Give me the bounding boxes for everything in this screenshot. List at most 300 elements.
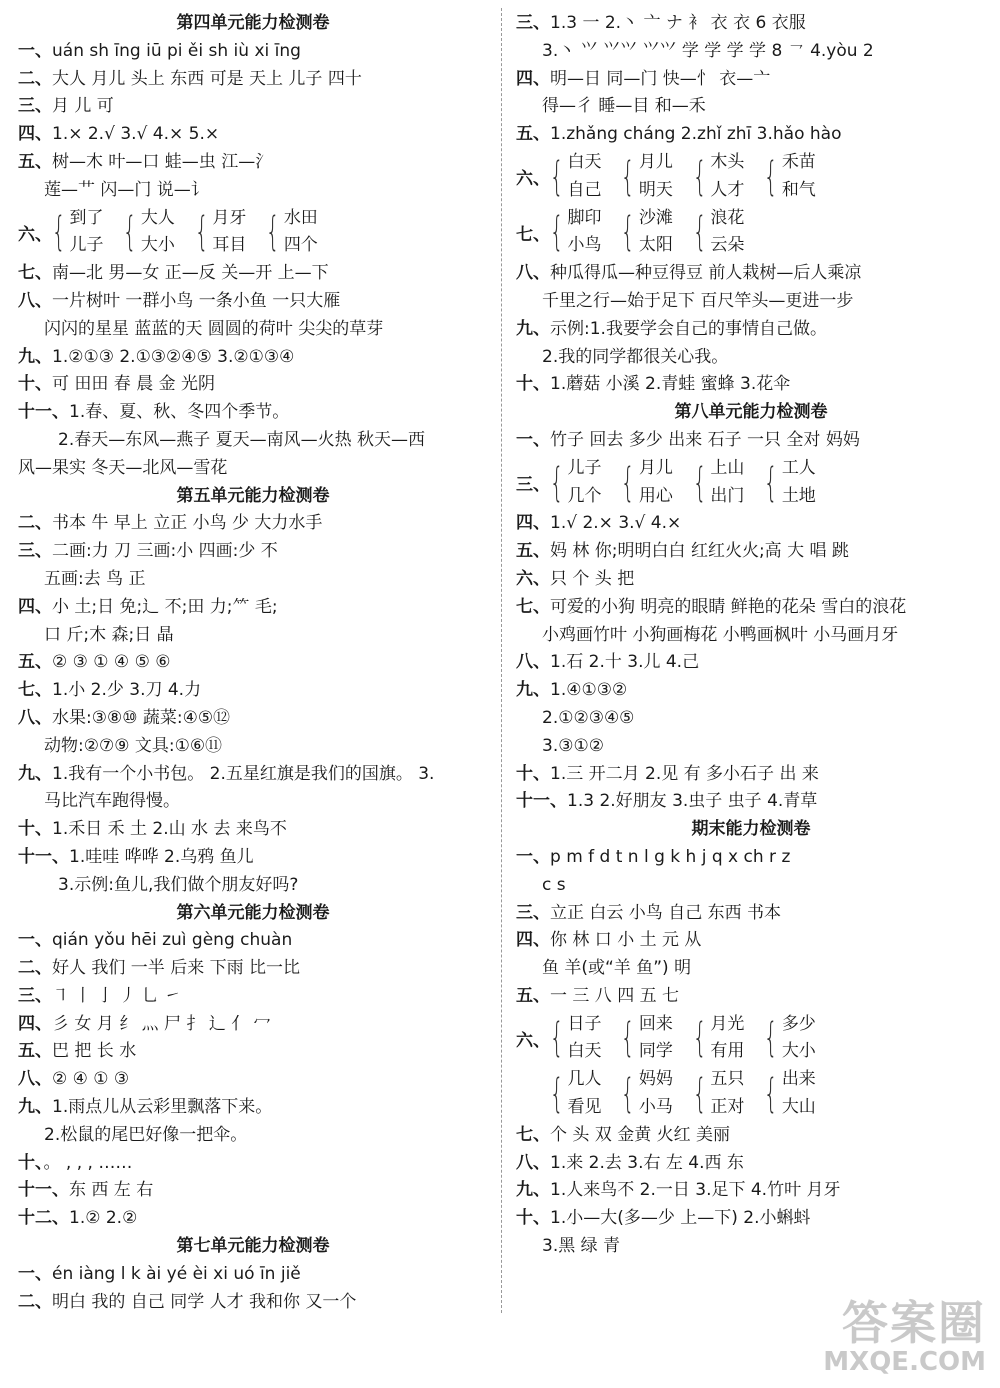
word: 浪花 (710, 207, 745, 228)
answer-line (516, 649, 986, 677)
word-stack (639, 149, 673, 205)
word-pair-group (516, 1011, 986, 1067)
answer-text: 动物:②⑦⑨ 文具:①⑥⑪ (44, 735, 223, 756)
answer-text: 一 三 八 四 五 七 (550, 985, 680, 1006)
brace-icon: { (621, 209, 636, 256)
brace-icon: { (549, 1015, 564, 1062)
question-number: 七、 (18, 263, 52, 284)
answer-line (516, 844, 986, 872)
word: 儿子 (69, 235, 104, 256)
word-stack (782, 1011, 816, 1067)
word: 白天 (567, 1041, 602, 1062)
question-number: 八、 (18, 1069, 52, 1090)
word-pair-group (18, 205, 488, 261)
answer-text: 小 土;日 免;辶 不;田 力;⺮ 毛; (52, 596, 278, 617)
word-stack (710, 1066, 744, 1122)
answer-line (516, 872, 986, 900)
answer-line (18, 705, 488, 733)
word: 几个 (567, 485, 602, 506)
watermark-logo-text: 答案圈 (842, 1296, 986, 1350)
question-number: 十一、 (516, 791, 567, 812)
answer-line (18, 399, 488, 427)
question-number: 十二、 (18, 1208, 69, 1229)
question-number: 九、 (516, 1180, 550, 1201)
question-number: 十、 (18, 819, 52, 840)
question-number: 三、 (516, 902, 550, 923)
answer-text: 月 儿 可 (52, 96, 114, 117)
answer-line (516, 594, 986, 622)
question-number: 五、 (516, 541, 550, 562)
question-number: 十、 (516, 763, 550, 784)
answer-line (18, 1261, 488, 1289)
word: 看见 (567, 1097, 602, 1118)
answer-text: 巴 把 长 水 (52, 1041, 137, 1062)
question-number: 六、 (18, 224, 52, 245)
answer-line (516, 288, 986, 316)
brace-icon: { (549, 459, 564, 506)
answer-line (18, 344, 488, 372)
answer-text: 1.②①③ 2.①③②④⑤ 3.②①③④ (52, 346, 295, 367)
brace-icon: { (549, 209, 564, 256)
answer-line (516, 371, 986, 399)
answer-line (18, 455, 488, 483)
answer-line (516, 566, 986, 594)
answer-line (18, 594, 488, 622)
answer-text: 3.示例:鱼儿,我们做个朋友好吗? (58, 874, 299, 895)
question-number: 八、 (18, 707, 52, 728)
word: 禾苗 (781, 151, 816, 172)
answer-text: 可 田田 春 晨 金 光阴 (52, 374, 216, 395)
word: 同学 (638, 1041, 673, 1062)
word: 出门 (710, 485, 745, 506)
word-pair-group (516, 1066, 986, 1122)
word-pair-group (516, 205, 986, 261)
answer-text: 明白 我的 自己 同学 人才 我和你 又一个 (52, 1291, 357, 1312)
answer-text: 口 斤;木 森;日 晶 (44, 624, 174, 645)
answer-text: 可爱的小狗 明亮的眼睛 鲜艳的花朵 雪白的浪花 (550, 596, 907, 617)
word: 五只 (710, 1069, 745, 1090)
section-title: 第七单元能力检测卷 (176, 1236, 330, 1257)
answer-text: 1.② 2.② (69, 1208, 138, 1229)
word-pair (544, 205, 601, 261)
answer-text: 1.√ 2.× 3.√ 4.× (550, 513, 682, 534)
word: 月儿 (638, 457, 673, 478)
question-number: 九、 (18, 763, 52, 784)
answer-text: 1.× 2.√ 3.√ 4.× 5.× (52, 124, 220, 145)
word: 有用 (710, 1041, 745, 1062)
brace-icon: { (692, 1071, 707, 1118)
answer-text: 1.小 2.少 3.刀 4.力 (52, 680, 202, 701)
section-title: 第六单元能力检测卷 (176, 902, 330, 923)
brace-icon: { (621, 459, 636, 506)
answer-line (18, 816, 488, 844)
answer-line (516, 900, 986, 928)
brace-icon: { (764, 1015, 779, 1062)
answer-text: 3.黑 绿 青 (542, 1236, 621, 1257)
word-stack (212, 205, 246, 261)
question-number: 四、 (516, 513, 550, 534)
word-pair (615, 1066, 672, 1122)
word-stack (141, 205, 175, 261)
answer-text: 你 林 口 小 土 元 从 (550, 930, 702, 951)
answer-text: 好人 我们 一半 后来 下雨 比一比 (52, 958, 301, 979)
answer-text: 1.雨点儿从云彩里飘落下来。 (52, 1097, 273, 1118)
answer-line (18, 149, 488, 177)
question-number: 一、 (516, 846, 550, 867)
word: 上山 (710, 457, 745, 478)
question-number: 四、 (18, 596, 52, 617)
answer-text: 2.松鼠的尾巴好像一把伞。 (44, 1124, 248, 1145)
answer-text: 千里之行—始于足下 百尺竿头—更进一步 (542, 290, 854, 311)
answer-line (516, 10, 986, 38)
question-number: 七、 (516, 596, 550, 617)
answer-line (516, 1205, 986, 1233)
word-pair (758, 1066, 815, 1122)
word-stack (710, 149, 744, 205)
question-number: 八、 (516, 263, 550, 284)
word: 大小 (140, 235, 175, 256)
answer-text: 2.我的同学都很关心我。 (542, 346, 729, 367)
question-number: 四、 (516, 68, 550, 89)
word: 月光 (710, 1013, 745, 1034)
brace-icon: { (549, 153, 564, 200)
answer-line (18, 1094, 488, 1122)
answer-line (18, 566, 488, 594)
question-number: 二、 (18, 513, 52, 534)
answer-text: 1.禾日 禾 土 2.山 水 去 来鸟不 (52, 819, 287, 840)
answer-line (18, 983, 488, 1011)
answer-line (18, 1150, 488, 1178)
brace-icon: { (764, 459, 779, 506)
word-stack (782, 455, 816, 511)
brace-icon: { (764, 1071, 779, 1118)
word-pair (117, 205, 174, 261)
word-pair (687, 1066, 744, 1122)
word-pair (758, 149, 815, 205)
answer-line (516, 427, 986, 455)
watermark-url: MXQE.COM (823, 1347, 986, 1377)
word-stack (69, 205, 103, 261)
answer-line (18, 1205, 488, 1233)
word-pair-group (516, 149, 986, 205)
answer-line (18, 260, 488, 288)
answer-text: 二画:力 刀 三画:小 四画:少 不 (52, 541, 278, 562)
answer-line (516, 38, 986, 66)
word-pair (615, 149, 672, 205)
word: 出来 (781, 1069, 816, 1090)
answer-line (516, 677, 986, 705)
answer-text: 风—果实 冬天—北风—雪花 (18, 457, 228, 478)
answer-line (516, 705, 986, 733)
answer-line (516, 983, 986, 1011)
answer-text: 明—日 同—门 快—忄 衣—亠 (550, 68, 771, 89)
word-stack (782, 1066, 816, 1122)
answer-line (18, 1066, 488, 1094)
answer-line (516, 955, 986, 983)
column-divider (501, 8, 502, 1313)
answer-line (18, 649, 488, 677)
word: 多少 (781, 1013, 816, 1034)
answer-text: qián yǒu hēi zuì gèng chuàn (52, 930, 293, 951)
answer-text: 1.我有一个小书包。 2.五星红旗是我们的国旗。 3. (52, 763, 435, 784)
question-number: 五、 (516, 985, 550, 1006)
word-pair (544, 149, 601, 205)
answer-text: 大人 月儿 头上 东西 可是 天上 儿子 四十 (52, 68, 362, 89)
word-pair (544, 455, 601, 511)
answer-line (18, 844, 488, 872)
brace-icon: { (692, 153, 707, 200)
word: 月牙 (212, 207, 247, 228)
answer-line (18, 1177, 488, 1205)
answer-line (18, 1038, 488, 1066)
answer-line (18, 538, 488, 566)
question-number: 一、 (18, 930, 52, 951)
answer-line (18, 121, 488, 149)
question-number: 二、 (18, 1291, 52, 1312)
answer-text: 1.三 开二月 2.见 有 多小石子 出 来 (550, 763, 819, 784)
answer-line (516, 121, 986, 149)
question-number: 六、 (516, 568, 550, 589)
word-pair (544, 1066, 601, 1122)
brace-icon: { (123, 209, 138, 256)
watermark (786, 1298, 986, 1378)
word: 正对 (710, 1097, 745, 1118)
word: 大小 (781, 1041, 816, 1062)
word: 几人 (567, 1069, 602, 1090)
word-pair (687, 455, 744, 511)
answer-text: 种瓜得瓜—种豆得豆 前人栽树—后人乘凉 (550, 263, 862, 284)
question-number: 五、 (516, 124, 550, 145)
word: 自己 (567, 179, 602, 200)
answer-text: 1.3 2.好朋友 3.虫子 虫子 4.青草 (567, 791, 818, 812)
answer-text: 五画:去 鸟 正 (44, 568, 146, 589)
answer-line (18, 427, 488, 455)
answer-text: 马比汽车跑得慢。 (44, 791, 180, 812)
word-pair (687, 149, 744, 205)
answer-text: ㇕ 丨 亅 丿 乚 ㇀ (52, 985, 182, 1006)
word-pair (758, 455, 815, 511)
word-stack (567, 1066, 601, 1122)
question-number: 二、 (18, 958, 52, 979)
word: 云朵 (710, 235, 745, 256)
question-number: 一、 (18, 40, 52, 61)
answer-text: 1.zhǎng cháng 2.zhǐ zhī 3.hǎo hào (550, 124, 842, 145)
answer-text: 。 , , , …… (43, 1152, 133, 1173)
answer-line (18, 177, 488, 205)
question-number: 十一、 (18, 846, 69, 867)
question-number: 十、 (18, 374, 52, 395)
question-number: 二、 (18, 68, 52, 89)
answer-line (18, 38, 488, 66)
answer-line (516, 733, 986, 761)
word-stack (710, 1011, 744, 1067)
answer-line (516, 1150, 986, 1178)
answer-line (516, 927, 986, 955)
answer-text: 示例:1.我要学会自己的事情自己做。 (550, 318, 827, 339)
question-number: 三、 (18, 96, 52, 117)
brace-icon: { (692, 209, 707, 256)
question-number: 七、 (18, 680, 52, 701)
answer-line (516, 1233, 986, 1261)
answer-text: 3.丶 ⺍ ⺍⺍ ⺍⺍ 学 学 学 学 8 ㇖ 4.yòu 2 (542, 40, 874, 61)
question-number: 四、 (18, 1013, 52, 1034)
answer-line (18, 66, 488, 94)
brace-icon: { (51, 209, 66, 256)
question-number: 五、 (18, 151, 52, 172)
answer-line (18, 927, 488, 955)
word: 大山 (781, 1097, 816, 1118)
word: 小马 (638, 1097, 673, 1118)
answer-text: 树—木 叶—口 蛙—虫 江—氵 (52, 151, 273, 172)
word: 用心 (638, 485, 673, 506)
right-column (516, 10, 986, 1261)
answer-text: 1.蘑菇 小溪 2.青蛙 蜜蜂 3.花伞 (550, 374, 791, 395)
brace-icon: { (621, 1071, 636, 1118)
section-title: 第五单元能力检测卷 (176, 485, 330, 506)
word: 水田 (283, 207, 318, 228)
word-pair (260, 205, 317, 261)
answer-line (516, 510, 986, 538)
answer-text: 南—北 男—女 正—反 关—开 上—下 (52, 263, 329, 284)
word: 白天 (567, 151, 602, 172)
question-number: 十、 (516, 1208, 550, 1229)
word: 明天 (638, 179, 673, 200)
question-number: 四、 (516, 930, 550, 951)
answer-line (18, 733, 488, 761)
answer-line (516, 622, 986, 650)
brace-icon: { (692, 1015, 707, 1062)
word: 太阳 (638, 235, 673, 256)
question-number: 三、 (516, 475, 550, 496)
answer-line (516, 66, 986, 94)
answer-text: 妈 林 你;明明白白 红红火火;高 大 唱 跳 (550, 541, 849, 562)
answer-line (18, 788, 488, 816)
question-number: 六、 (516, 169, 550, 190)
brace-icon: { (266, 209, 281, 256)
answer-text: 2.春天—东风—燕子 夏天—南风—火热 秋天—西 (58, 429, 426, 450)
word-stack (567, 455, 601, 511)
question-number: 七、 (516, 1124, 550, 1145)
answer-text: 小鸡画竹叶 小狗画梅花 小鸭画枫叶 小马画月牙 (542, 624, 899, 645)
answer-line (516, 538, 986, 566)
brace-icon: { (621, 153, 636, 200)
word: 木头 (710, 151, 745, 172)
question-number: 四、 (18, 124, 52, 145)
answer-text: 2.①②③④⑤ (542, 707, 635, 728)
word-pair (544, 1011, 601, 1067)
word: 沙滩 (638, 207, 673, 228)
word-pair (615, 205, 672, 261)
question-number: 五、 (18, 1041, 52, 1062)
question-number: 一、 (18, 1263, 52, 1284)
answer-line (18, 955, 488, 983)
question-number: 九、 (18, 346, 52, 367)
word-stack (710, 455, 744, 511)
answer-text: 书本 牛 早上 立正 小鸟 少 大力水手 (52, 513, 323, 534)
word-stack (639, 205, 673, 261)
answer-text: 1.④①③② (550, 680, 628, 701)
brace-icon: { (549, 1071, 564, 1118)
brace-icon: { (621, 1015, 636, 1062)
question-number: 三、 (18, 985, 52, 1006)
question-number: 八、 (18, 290, 52, 311)
word-pair (615, 1011, 672, 1067)
answer-text: 东 西 左 右 (69, 1180, 154, 1201)
answer-text: 1.3 一 2.丶 亠 ナ 衤 衣 衣 6 衣服 (550, 13, 806, 33)
word: 人才 (710, 179, 745, 200)
answer-text: 得—彳 睡—目 和—禾 (542, 96, 706, 117)
answer-line (18, 510, 488, 538)
question-number: 九、 (516, 680, 550, 701)
question-number: 三、 (18, 541, 52, 562)
answer-line (516, 260, 986, 288)
word: 耳目 (212, 235, 247, 256)
question-number: 三、 (516, 13, 550, 33)
brace-icon: { (764, 153, 779, 200)
question-number: 十、 (516, 374, 550, 395)
question-number: 十一、 (18, 402, 69, 423)
word: 和气 (781, 179, 816, 200)
answer-line (18, 1011, 488, 1039)
word: 四个 (283, 235, 318, 256)
answer-text: c s (542, 874, 566, 895)
question-number: 五、 (18, 652, 52, 673)
answer-line (18, 371, 488, 399)
word: 日子 (567, 1013, 602, 1034)
answer-line (18, 622, 488, 650)
word-stack (639, 1011, 673, 1067)
answer-text: 1.哇哇 哗哗 2.乌鸦 鱼儿 (69, 846, 254, 867)
answer-text: 只 个 头 把 (550, 568, 635, 589)
section-title: 第四单元能力检测卷 (176, 13, 330, 33)
answer-text: 立正 白云 小鸟 自己 东西 书本 (550, 902, 782, 923)
answer-line (516, 1177, 986, 1205)
word: 大人 (140, 207, 175, 228)
word-stack (567, 149, 601, 205)
answer-text: 莲—艹 闪—门 说—讠 (44, 179, 208, 200)
word: 小鸟 (567, 235, 602, 256)
word-pair-group (516, 455, 986, 511)
question-number: 八、 (516, 1152, 550, 1173)
word-stack (567, 205, 601, 261)
word-stack (639, 455, 673, 511)
answer-text: 1.来 2.去 3.右 左 4.西 东 (550, 1152, 744, 1173)
section-title: 第八单元能力检测卷 (674, 402, 828, 423)
answer-line (18, 761, 488, 789)
answer-text: 1.春、夏、秋、冬四个季节。 (69, 402, 290, 423)
answer-line (18, 288, 488, 316)
answer-line (516, 93, 986, 121)
answer-text: 彡 女 月 纟 灬 尸 扌 辶 亻 冖 (52, 1013, 271, 1034)
answer-text: 一片树叶 一群小鸟 一条小鱼 一只大雁 (52, 290, 341, 311)
word: 工人 (781, 457, 816, 478)
word: 土地 (781, 485, 816, 506)
answer-text: ② ④ ① ③ (52, 1069, 130, 1090)
answer-text: p m f d t n l g k h j q x ch r z (550, 846, 791, 867)
question-number: 九、 (18, 1097, 52, 1118)
word: 月儿 (638, 151, 673, 172)
word: 脚印 (567, 207, 602, 228)
brace-icon: { (194, 209, 209, 256)
word: 妈妈 (638, 1069, 673, 1090)
question-number: 九、 (516, 318, 550, 339)
question-number: 十、 (18, 1152, 44, 1173)
section-title: 期末能力检测卷 (691, 819, 811, 840)
question-number: 八、 (516, 652, 550, 673)
answer-text: 鱼 羊(或“羊 鱼”) 明 (542, 958, 692, 979)
answer-text: 1.人来鸟不 2.一日 3.足下 4.竹叶 月牙 (550, 1180, 841, 1201)
question-number: 六、 (516, 1030, 550, 1051)
